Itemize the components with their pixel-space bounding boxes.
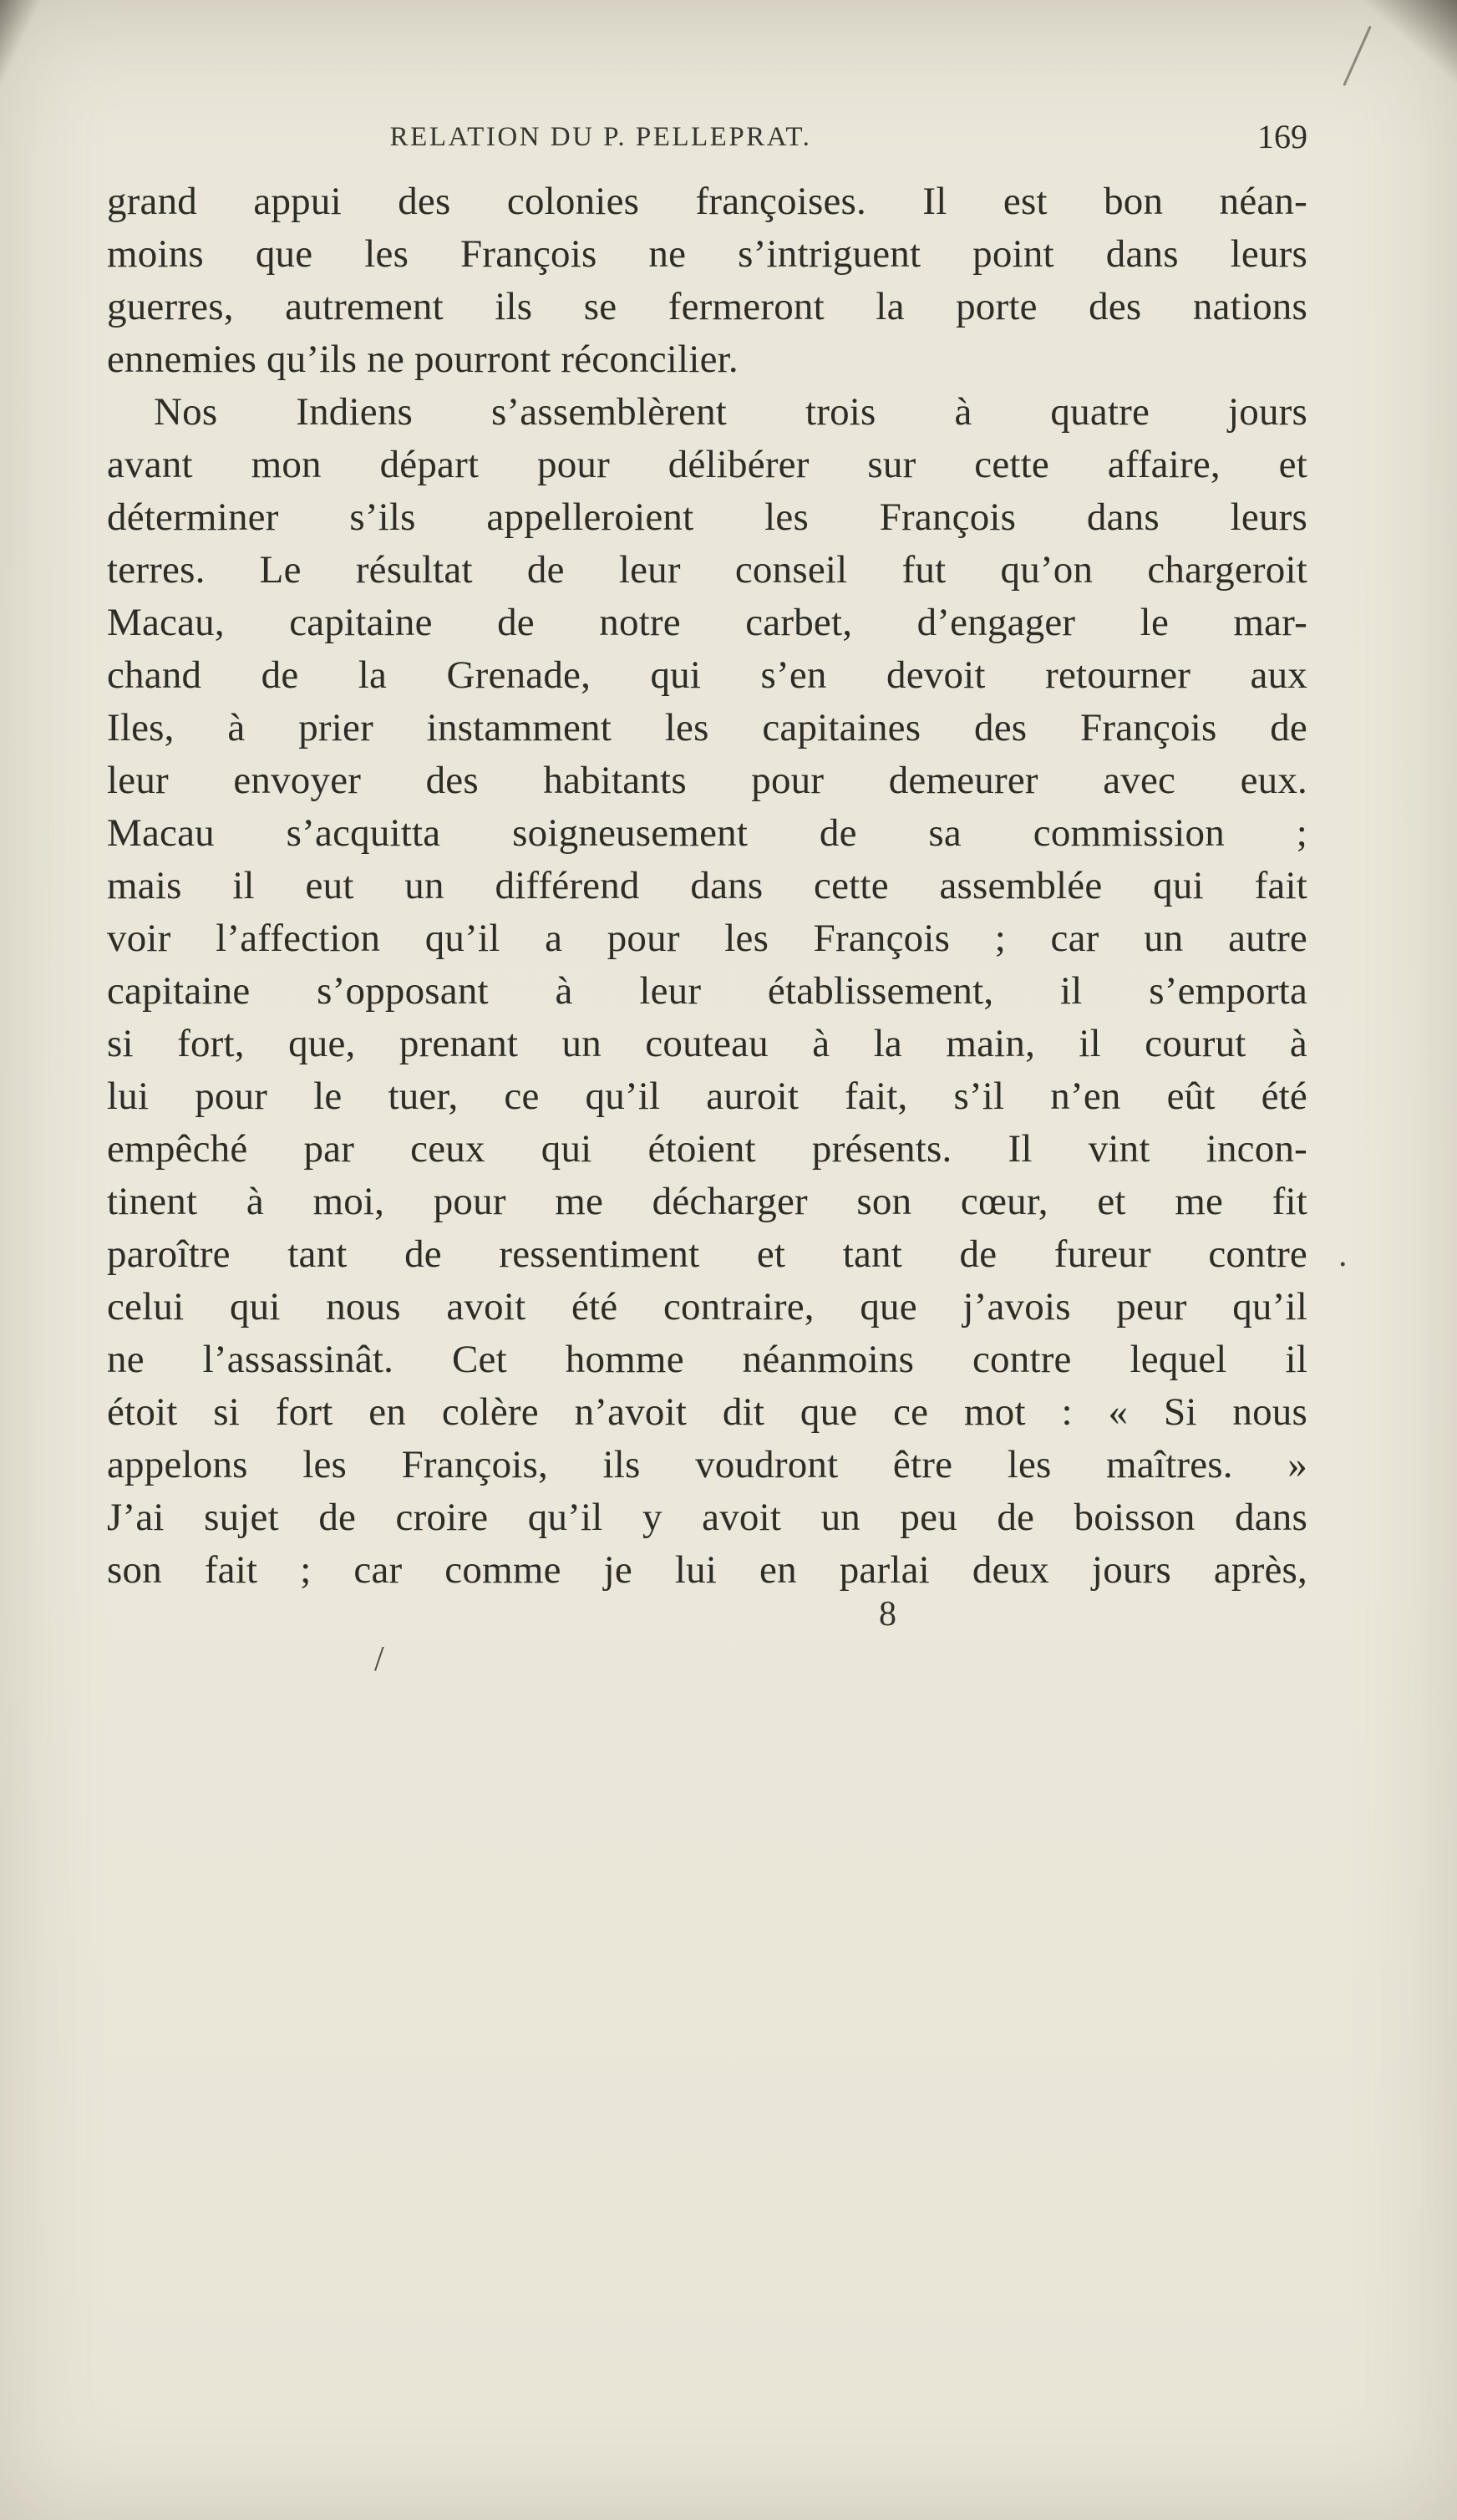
text-line: empêché par ceux qui étoient présents. Il vint incon- (107, 1127, 1307, 1171)
page-header (107, 118, 1307, 175)
text-line: tinent à moi, pour me décharger son cœur, et me fit (107, 1180, 1307, 1223)
text-line: ne l’assassinât. Cet homme néanmoins contre lequel il (107, 1338, 1307, 1381)
text-line: son fait ; car comme je lui en parlai deux jours après, (107, 1548, 1307, 1592)
body-text (107, 175, 1307, 1597)
text-line: celui qui nous avoit été contraire, que j’avois peur qu’il (107, 1285, 1307, 1329)
text-line: Iles, à prier instamment les capitaines des François de (107, 706, 1307, 749)
page-number: 169 (1257, 118, 1307, 155)
stray-slash-mark: / (374, 1640, 384, 1679)
margin-dot-artifact: . (1338, 1236, 1348, 1274)
signature-mark: 8 (879, 1595, 896, 1633)
scan-scratch-artifact (1343, 26, 1371, 86)
text-line: lui pour le tuer, ce qu’il auroit fait, s’il n’en eût été (107, 1075, 1307, 1118)
text-line: avant mon départ pour délibérer sur cette affaire, et (107, 443, 1307, 486)
text-line: appelons les François, ils voudront être les maîtres. » (107, 1443, 1307, 1486)
text-line: mais il eut un différend dans cette assemblée qui fait (107, 864, 1307, 907)
text-line: ennemies qu’ils ne pourront réconcilier. (107, 338, 739, 381)
text-line: J’ai sujet de croire qu’il y avoit un peu de boisson dans (107, 1496, 1307, 1539)
text-line: déterminer s’ils appelleroient les François dans leurs (107, 495, 1307, 539)
text-line: Nos Indiens s’assemblèrent trois à quatre jours (154, 390, 1307, 434)
text-line: chand de la Grenade, qui s’en devoit retourner aux (107, 653, 1307, 697)
text-line: moins que les François ne s’intriguent point dans leurs (107, 232, 1307, 276)
text-line: paroître tant de ressentiment et tant de fureur contre (107, 1232, 1307, 1276)
text-line: Macau, capitaine de notre carbet, d’engager le mar- (107, 601, 1307, 644)
text-line: grand appui des colonies françoises. Il est bon néan- (107, 180, 1307, 223)
scan-edge-artifact-top-left (0, 0, 45, 125)
text-line: leur envoyer des habitants pour demeurer avec eux. (107, 759, 1307, 802)
text-line: voir l’affection qu’il a pour les François ; car un autre (107, 917, 1307, 960)
text-line: capitaine s’opposant à leur établissement, il s’emporta (107, 969, 1307, 1013)
text-line: guerres, autrement ils se fermeront la porte des nations (107, 285, 1307, 328)
text-line: Macau s’acquitta soigneusement de sa commission ; (107, 811, 1307, 855)
scan-edge-artifact-top-right (1332, 0, 1457, 92)
text-column (107, 118, 1307, 1597)
text-line: si fort, que, prenant un couteau à la main, il courut à (107, 1022, 1307, 1065)
text-line: terres. Le résultat de leur conseil fut qu’on chargeroit (107, 548, 1307, 592)
running-title: RELATION DU P. PELLEPRAT. (389, 122, 812, 152)
text-line: étoit si fort en colère n’avoit dit que ce mot : « Si nous (107, 1390, 1307, 1434)
